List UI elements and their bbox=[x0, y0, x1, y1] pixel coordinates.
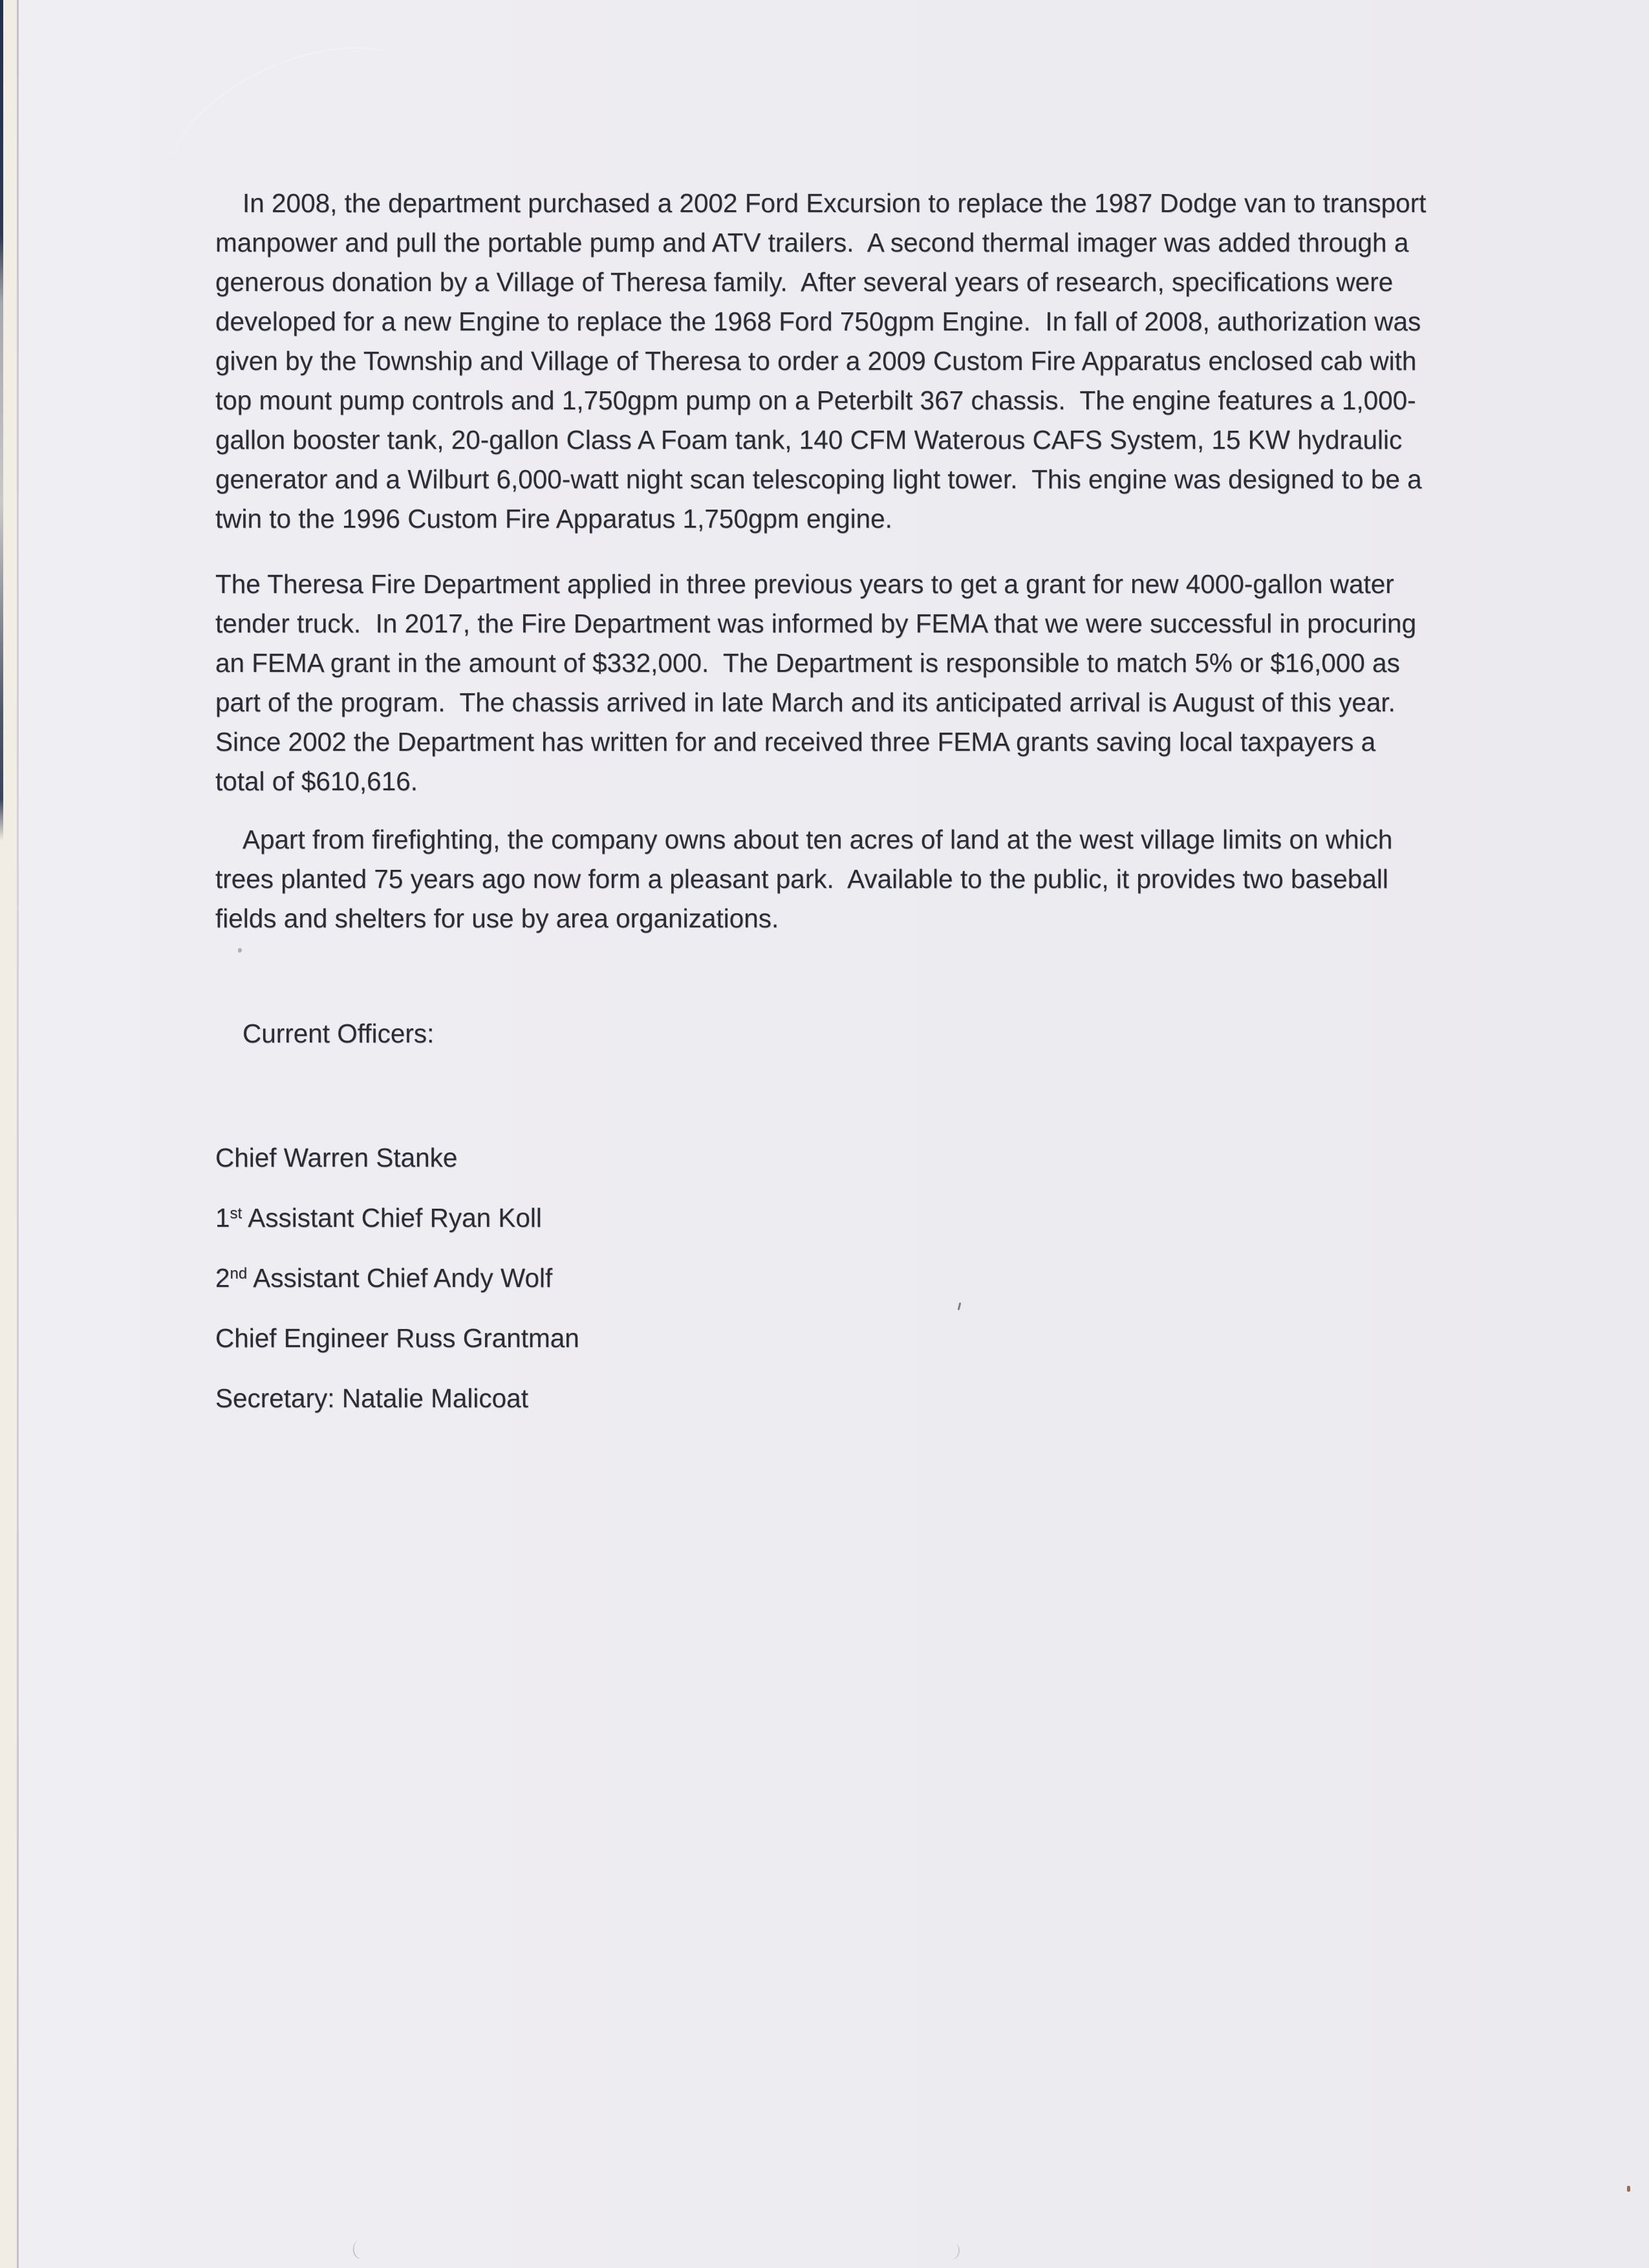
text-line: an FEMA grant in the amount of $332,000. The Department is responsible to match 5% or $16,000 as bbox=[215, 648, 1400, 678]
officer-rank-prefix: Chief Warren Stanke bbox=[215, 1143, 458, 1172]
ordinal-superscript: nd bbox=[230, 1265, 248, 1282]
text-line: part of the program. The chassis arrived in late March and its anticipated arrival is August of this year. bbox=[215, 687, 1396, 717]
officer-rank-prefix: Secretary: Natalie Malicoat bbox=[215, 1383, 528, 1413]
officer-name-text: Assistant Chief Andy Wolf bbox=[247, 1263, 553, 1293]
text-line: manpower and pull the portable pump and ATV trailers. A second thermal imager was added through a bbox=[215, 228, 1409, 257]
paragraph-fema-grant bbox=[215, 565, 1541, 801]
text-line: In 2008, the department purchased a 2002 Ford Excursion to replace the 1987 Dodge van to transport bbox=[242, 188, 1427, 218]
officers-list bbox=[215, 1138, 1541, 1418]
text-line: top mount pump controls and 1,750gpm pump on a Peterbilt 367 chassis. The engine features a 1,000- bbox=[215, 385, 1416, 415]
officer-entry bbox=[215, 1198, 1541, 1238]
officer-name-text: Assistant Chief Ryan Koll bbox=[242, 1203, 542, 1233]
ordinal-superscript: st bbox=[230, 1205, 242, 1222]
text-line: Apart from firefighting, the company owns about ten acres of land at the west village limits on which bbox=[242, 825, 1393, 854]
scan-artifact-smudge bbox=[944, 2241, 962, 2261]
scanner-edge-mark bbox=[0, 0, 3, 841]
text-line: fields and shelters for use by area organizations. bbox=[215, 903, 779, 933]
text-line: twin to the 1996 Custom Fire Apparatus 1,750gpm engine. bbox=[215, 504, 892, 534]
scan-artifact-smudge bbox=[350, 2236, 373, 2260]
text-line: tender truck. In 2017, the Fire Department was informed by FEMA that we were successful in procuring bbox=[215, 609, 1417, 638]
paper-edge-shadow bbox=[17, 0, 19, 2268]
officer-rank-prefix: 1 bbox=[215, 1203, 230, 1233]
officer-rank-prefix: 2 bbox=[215, 1263, 230, 1293]
text-line: The Theresa Fire Department applied in three previous years to get a grant for new 4000-gallon water bbox=[215, 569, 1394, 599]
officer-entry bbox=[215, 1138, 1541, 1178]
text-line: developed for a new Engine to replace the 1968 Ford 750gpm Engine. In fall of 2008, authorization was bbox=[215, 307, 1421, 336]
document-body bbox=[215, 0, 1541, 1439]
scan-artifact-rust-speck bbox=[1627, 2186, 1630, 2192]
officer-entry bbox=[215, 1379, 1541, 1418]
text-line: given by the Township and Village of Theresa to order a 2009 Custom Fire Apparatus enclosed cab with bbox=[215, 346, 1417, 376]
text-line: Since 2002 the Department has written for and received three FEMA grants saving local taxpayers a bbox=[215, 727, 1376, 757]
officer-rank-prefix: Chief Engineer Russ Grantman bbox=[215, 1323, 579, 1353]
text-line: trees planted 75 years ago now form a pleasant park. Available to the public, it provides two baseball bbox=[215, 864, 1388, 894]
paragraph-park-land bbox=[215, 820, 1541, 938]
officer-entry bbox=[215, 1258, 1541, 1298]
officer-entry bbox=[215, 1319, 1541, 1358]
text-line: gallon booster tank, 20-gallon Class A Foam tank, 140 CFM Waterous CAFS System, 15 KW hydraulic bbox=[215, 425, 1403, 455]
text-line: total of $610,616. bbox=[215, 766, 418, 796]
text-line: generous donation by a Village of Theresa family. After several years of research, specifications were bbox=[215, 267, 1394, 297]
paragraph-history-2008 bbox=[215, 184, 1541, 539]
text-line: generator and a Wilburt 6,000-watt night scan telescoping light tower. This engine was designed to be a bbox=[215, 464, 1422, 494]
current-officers-heading: Current Officers: bbox=[242, 1019, 435, 1048]
